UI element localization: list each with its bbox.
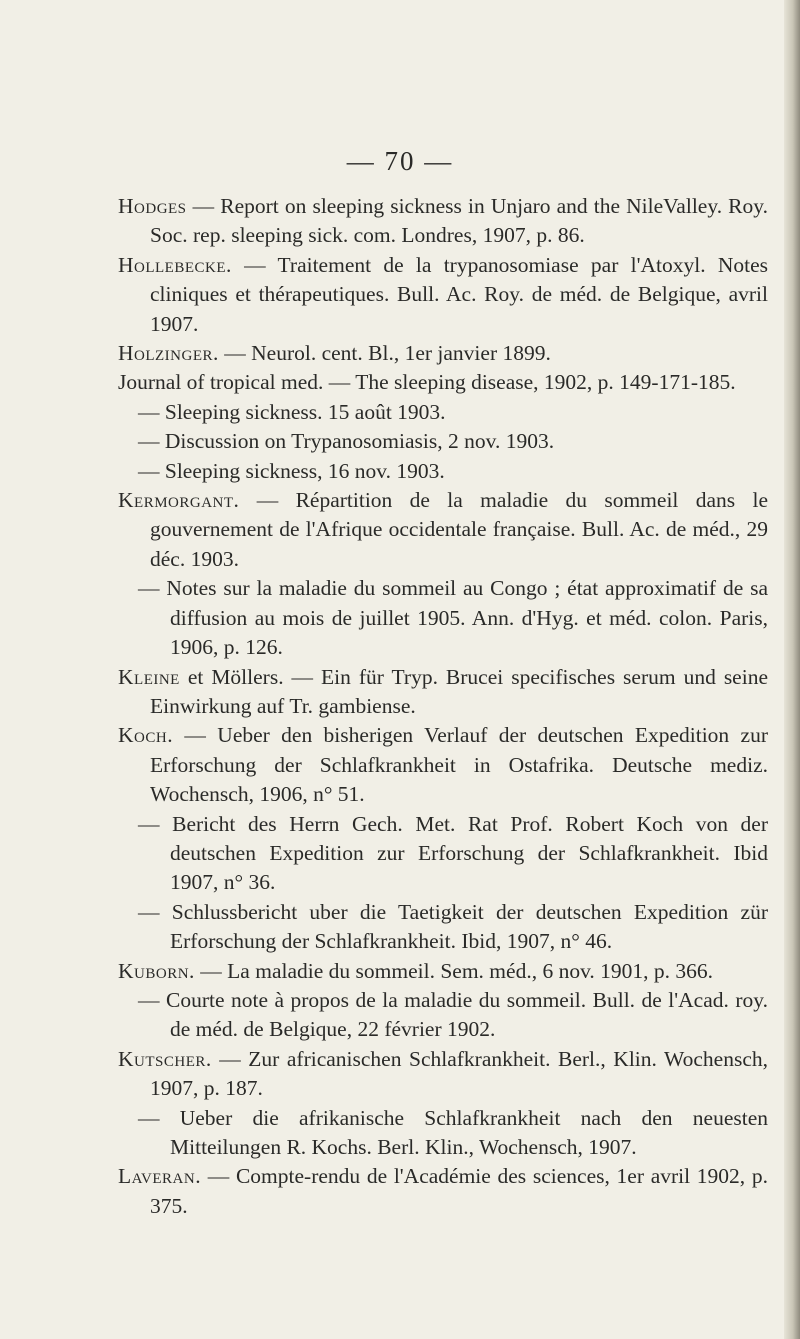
bibliography-entry [118,1104,768,1163]
entry-text: — Ueber die afrikanische Schlafkrankheit nach den neuesten Mitteilungen R. Kochs. Berl. Klin., Wochensch, 1907. [138,1105,768,1159]
bibliography-entry [118,810,768,898]
entry-text: — Courte note à propos de la maladie du sommeil. Bull. de l'Acad. roy. de méd. de Belgique, 22 février 1902. [138,987,768,1042]
entry-text: et Möllers. — Ein für Tryp. Brucei specifisches serum und seine Einwirkung auf Tr. gambiense. [150,664,768,718]
bibliography-entry [118,368,768,397]
bibliography-list [118,192,768,1221]
entry-text: — Traitement de la trypanosomiase par l'Atoxyl. Notes cliniques et thérapeutiques. Bull. Ac. Roy. de méd. de Belgique, avril 1907. [150,252,768,336]
entry-author: Koch. [118,723,174,748]
entry-author: Kutscher. [118,1046,212,1071]
entry-author: Hollebecke. [118,252,232,277]
entry-author: Hodges [118,194,187,218]
bibliography-entry [118,457,768,486]
entry-text: — Ueber den bisherigen Verlauf der deutschen Expedition zur Erforschung der Schlafkrankheit in Ostafrika. Deutsche mediz. Wochensch, 1906, n° 51. [150,723,768,807]
entry-author: Kuborn. [118,958,195,983]
bibliography-entry [118,957,768,986]
entry-text: — Report on sleeping sickness in Unjaro and the NileValley. Roy. Soc. rep. sleeping sick. com. Londres, 1907, p. 86. [150,194,768,248]
page-edge-shadow [784,0,800,1339]
entry-text: — Neurol. cent. Bl., 1er janvier 1899. [218,341,551,366]
entry-author: Laveran. [118,1164,202,1189]
bibliography-entry [118,663,768,722]
page-number: — 70 — [346,146,454,176]
bibliography-entry [118,398,768,427]
entry-text: Journal of tropical med. — The sleeping disease, 1902, p. 149-171-185. [118,370,736,395]
entry-text: — Sleeping sickness. 15 août 1903. [138,399,446,424]
bibliography-entry [118,1162,768,1221]
entry-text: — Répartition de la maladie du sommeil dans le gouvernement de l'Afrique occidentale française. Bull. Ac. de méd., 29 déc. 1903. [150,488,768,571]
bibliography-entry [118,339,768,368]
entry-author: Kleine [118,664,180,689]
entry-text: — Bericht des Herrn Gech. Met. Rat Prof. Robert Koch von der deutschen Expedition zur Erforschung der Schlafkrankheit. Ibid 1907, n° 36. [138,811,768,895]
bibliography-entry [118,721,768,809]
bibliography-entry [118,486,768,574]
entry-author: Kermorgant. [118,488,240,513]
entry-text: — Sleeping sickness, 16 nov. 1903. [138,458,445,483]
bibliography-entry [118,251,768,339]
bibliography-entry [118,986,768,1045]
bibliography-entry [118,898,768,957]
entry-text: — Compte-rendu de l'Académie des sciences, 1er avril 1902, p. 375. [150,1164,768,1218]
bibliography-entry [118,1045,768,1104]
entry-text: — Notes sur la maladie du sommeil au Congo ; état approximatif de sa diffusion au mois de juillet 1905. Ann. d'Hyg. et méd. colon. Paris, 1906, p. 126. [138,576,768,660]
bibliography-entry [118,574,768,662]
entry-author: Holzinger. [118,341,219,366]
bibliography-entry [118,192,768,251]
entry-text: — Zur africanischen Schlafkrankheit. Berl., Klin. Wochensch, 1907, p. 187. [150,1046,768,1101]
entry-text: — Discussion on Trypanosomiasis, 2 nov. 1903. [138,429,555,454]
bibliography-entry [118,427,768,456]
entry-text: — Schlussbericht uber die Taetigkeit der deutschen Expedition zür Erforschung der Schlafkrankheit. Ibid, 1907, n° 46. [138,899,768,954]
entry-text: — La maladie du sommeil. Sem. méd., 6 nov. 1901, p. 366. [194,958,714,983]
